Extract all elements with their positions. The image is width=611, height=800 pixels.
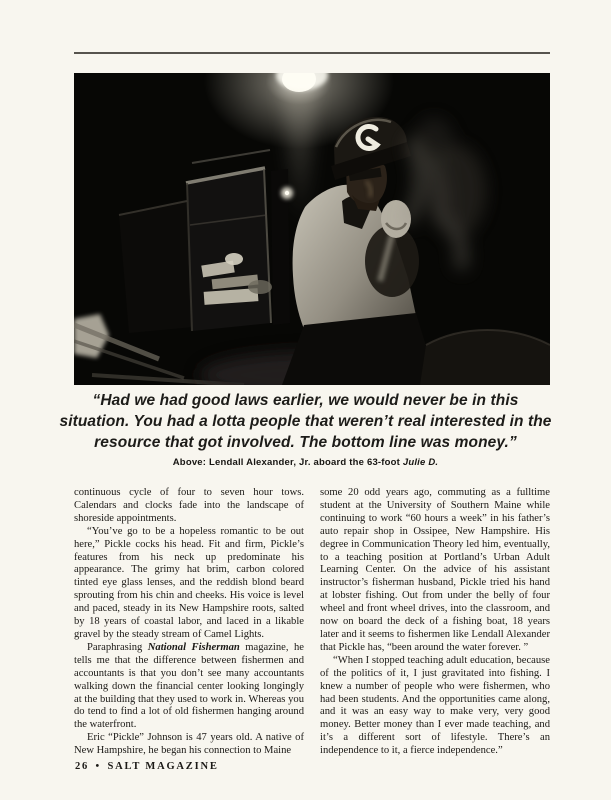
page-number: 26 <box>75 761 90 772</box>
top-rule <box>74 52 550 54</box>
article-column-left <box>74 487 304 758</box>
article-paragraph: Eric “Pickle” Johnson is 47 years old. A native of New Hampshire, he began his connection to Maine <box>74 732 304 757</box>
article-paragraph: some 20 odd years ago, commuting as a fulltime student at the University of Southern Maine while continuing to work “60 hours a week” in his father’s auto repair shop in Ossipee, New Hampshire. His degree in Communication Theory led him, eventually, to a teaching position at Portland’s Urban Adult Learning Center. On the advice of his assistant instructor’s fisherman husband, Pickle tried his hand at lobster fishing. Out from under the belly of four wheel and front wheel drives, into the classroom, and now on board the deck of a fishing boat, 18 years later and it seems to fishermen like Lendall Alexander that Pickle has, “been around the water forever. ” <box>320 487 550 653</box>
photo-illustration <box>74 73 550 385</box>
article-column-right <box>320 487 550 758</box>
article-paragraph: continuous cycle of four to seven hour tows. Calendars and clocks fade into the landscape of shoreside appointments. <box>74 487 304 524</box>
article-body <box>74 487 550 758</box>
page-footer <box>75 761 221 772</box>
article-paragraph: Paraphrasing National Fisherman magazine, he tells me that the difference between fishermen and accountants is that you don’t see many accountants walking down the financial center looking longingly at the building that they used to work in. Whereas you do tend to find a lot of old fishermen hanging around the waterfront. <box>74 641 304 731</box>
pull-quote: “Had we had good laws earlier, we would never be in this situation. You had a lotta people that weren’t real interested in the resource that got involved. The bottom line was money.” <box>59 392 552 451</box>
article-paragraph: “You’ve go to be a hopeless romantic to be out here,” Pickle cocks his head. Fit and firm, Pickle’s features from his neck up predominate his appearance. The grimy hat brim, carbon colored tinted eye glass lenses, and the reddish blond beard sprouting from his chin and cheeks. His voice is level and paced, steady in its New Hampshire roots, salted by 18 years of coastal labor, and laced in a likable gravel by the steady stream of Camel Lights. <box>74 525 304 640</box>
magazine-title: SALT MAGAZINE <box>107 761 219 772</box>
article-paragraph: “When I stopped teaching adult education, because of the politics of it, I just gravitated into fishing. I knew a number of people who were fishermen, who had been students. And the opportunities came along, and it was an easy way to make very, very good money. Better money than I ever made teaching, and it’s a different sort of lifestyle. There’s an independence to it, a fierce independence.” <box>320 654 550 757</box>
footer-separator: • <box>95 761 102 772</box>
photo-caption: Above: Lendall Alexander, Jr. aboard the 63-foot Julie D. <box>172 457 439 468</box>
small-light-spot <box>281 187 293 199</box>
photograph <box>74 73 550 385</box>
